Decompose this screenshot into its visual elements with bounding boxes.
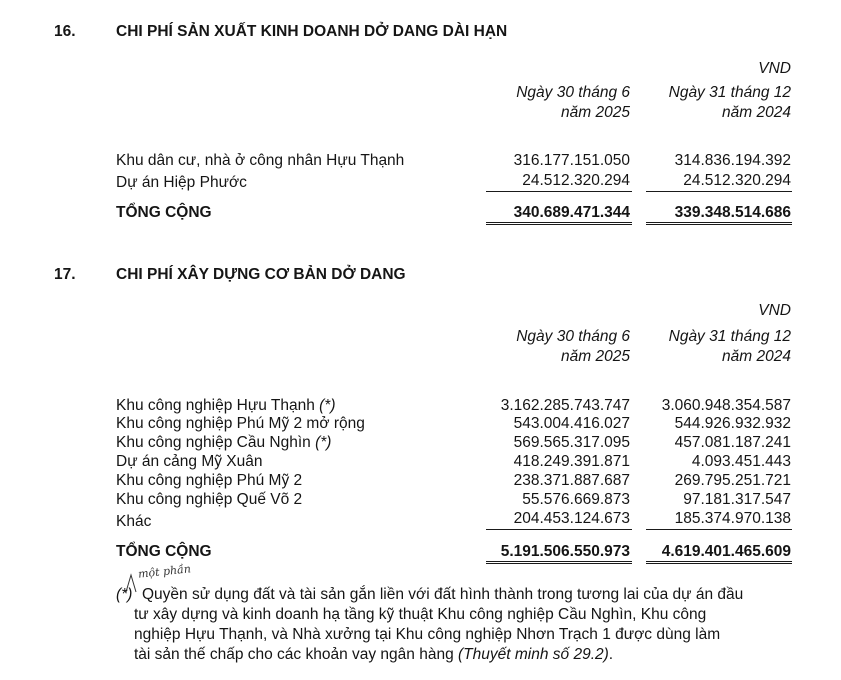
total-label: TỔNG CỘNG: [116, 543, 212, 560]
col1-header-line1: Ngày 30 tháng 6: [516, 84, 630, 101]
subtotal-rule: [486, 191, 632, 192]
table-cell-value: 543.004.416.027: [513, 415, 630, 432]
section-17-unit: VND: [758, 302, 791, 319]
table-cell-value: 204.453.124.673: [513, 510, 630, 527]
total-double-rule: [486, 222, 632, 225]
table-row-label: Khu công nghiệp Cầu Nghìn (*): [116, 434, 332, 451]
footnote-line-1: Quyền sử dụng đất và tài sản gắn liền với đất hình thành trong tương lai của dự án đầu: [142, 586, 744, 603]
table-row-label: Khác: [116, 513, 152, 530]
table-cell-value: 314.836.194.392: [674, 152, 791, 169]
total-value: 339.348.514.686: [674, 204, 791, 221]
footnote-line-3: nghiệp Hựu Thạnh, và Nhà xưởng tại Khu công nghiệp Nhơn Trạch 1 được dùng làm: [134, 626, 721, 643]
table-cell-value: 569.565.317.095: [513, 434, 630, 451]
total-value: 340.689.471.344: [513, 204, 630, 221]
subtotal-rule: [646, 191, 792, 192]
col2-header-line2: năm 2024: [722, 348, 791, 365]
total-double-rule: [646, 561, 792, 564]
table-cell-value: 269.795.251.721: [674, 472, 791, 489]
table-cell-value: 457.081.187.241: [674, 434, 791, 451]
footnote-reference: (Thuyết minh số 29.2): [458, 646, 609, 663]
table-cell-value: 24.512.320.294: [522, 172, 630, 189]
table-row-label: Khu công nghiệp Phú Mỹ 2: [116, 472, 303, 489]
section-17-title: CHI PHÍ XÂY DỰNG CƠ BẢN DỞ DANG: [116, 266, 406, 283]
section-17-col2-header: [640, 327, 791, 367]
table-cell-value: 55.576.669.873: [522, 491, 630, 508]
table-cell-value: 24.512.320.294: [683, 172, 791, 189]
handwritten-annotation: một phần: [137, 562, 192, 581]
footnote-mark: (*): [310, 434, 332, 451]
table-row-label: Khu công nghiệp Hựu Thạnh (*): [116, 397, 336, 414]
subtotal-rule: [646, 529, 792, 530]
table-row-label: Dự án cảng Mỹ Xuân: [116, 453, 263, 470]
table-cell-value: 185.374.970.138: [674, 510, 791, 527]
total-value: 5.191.506.550.973: [500, 543, 630, 560]
footnote-line-4: tài sản thế chấp cho các khoản vay ngân hàng (Thuyết minh số 29.2).: [134, 646, 614, 663]
col1-header-line2: năm 2025: [561, 348, 630, 365]
footnote-marker: (*): [116, 586, 133, 603]
footnote-mark: (*): [314, 397, 336, 414]
table-cell-value: 316.177.151.050: [513, 152, 630, 169]
col2-header-line1: Ngày 31 tháng 12: [668, 84, 791, 101]
section-16-title: CHI PHÍ SẢN XUẤT KINH DOANH DỞ DANG DÀI HẠN: [116, 23, 508, 40]
table-cell-value: 418.249.391.871: [513, 453, 630, 470]
total-double-rule: [646, 222, 792, 225]
total-label: TỔNG CỘNG: [116, 204, 212, 221]
table-row-label: Khu công nghiệp Quế Võ 2: [116, 491, 303, 508]
total-value: 4.619.401.465.609: [661, 543, 791, 560]
col1-header-line2: năm 2025: [561, 104, 630, 121]
table-row-label: Dự án Hiệp Phước: [116, 174, 247, 191]
subtotal-rule: [486, 529, 632, 530]
section-16-number: 16.: [54, 23, 76, 40]
section-16-unit: VND: [758, 60, 791, 77]
col1-header-line1: Ngày 30 tháng 6: [516, 328, 630, 345]
table-cell-value: 4.093.451.443: [691, 453, 791, 470]
section-17-col1-header: [475, 327, 630, 367]
table-cell-value: 544.926.932.932: [674, 415, 791, 432]
table-cell-value: 3.060.948.354.587: [661, 397, 791, 414]
section-16-col2-header: [640, 83, 791, 123]
total-double-rule: [486, 561, 632, 564]
section-16-col1-header: [475, 83, 630, 123]
col2-header-line2: năm 2024: [722, 104, 791, 121]
footnote-line-2: tư xây dựng và kinh doanh hạ tầng kỹ thuật Khu công nghiệp Cầu Nghìn, Khu công: [134, 606, 707, 623]
col2-header-line1: Ngày 31 tháng 12: [668, 328, 791, 345]
table-cell-value: 3.162.285.743.747: [500, 397, 630, 414]
table-row-label: Khu công nghiệp Phú Mỹ 2 mở rộng: [116, 415, 365, 432]
table-row-label: Khu dân cư, nhà ở công nhân Hựu Thạnh: [116, 152, 405, 169]
table-cell-value: 97.181.317.547: [683, 491, 791, 508]
table-cell-value: 238.371.887.687: [513, 472, 630, 489]
section-17-number: 17.: [54, 266, 76, 283]
